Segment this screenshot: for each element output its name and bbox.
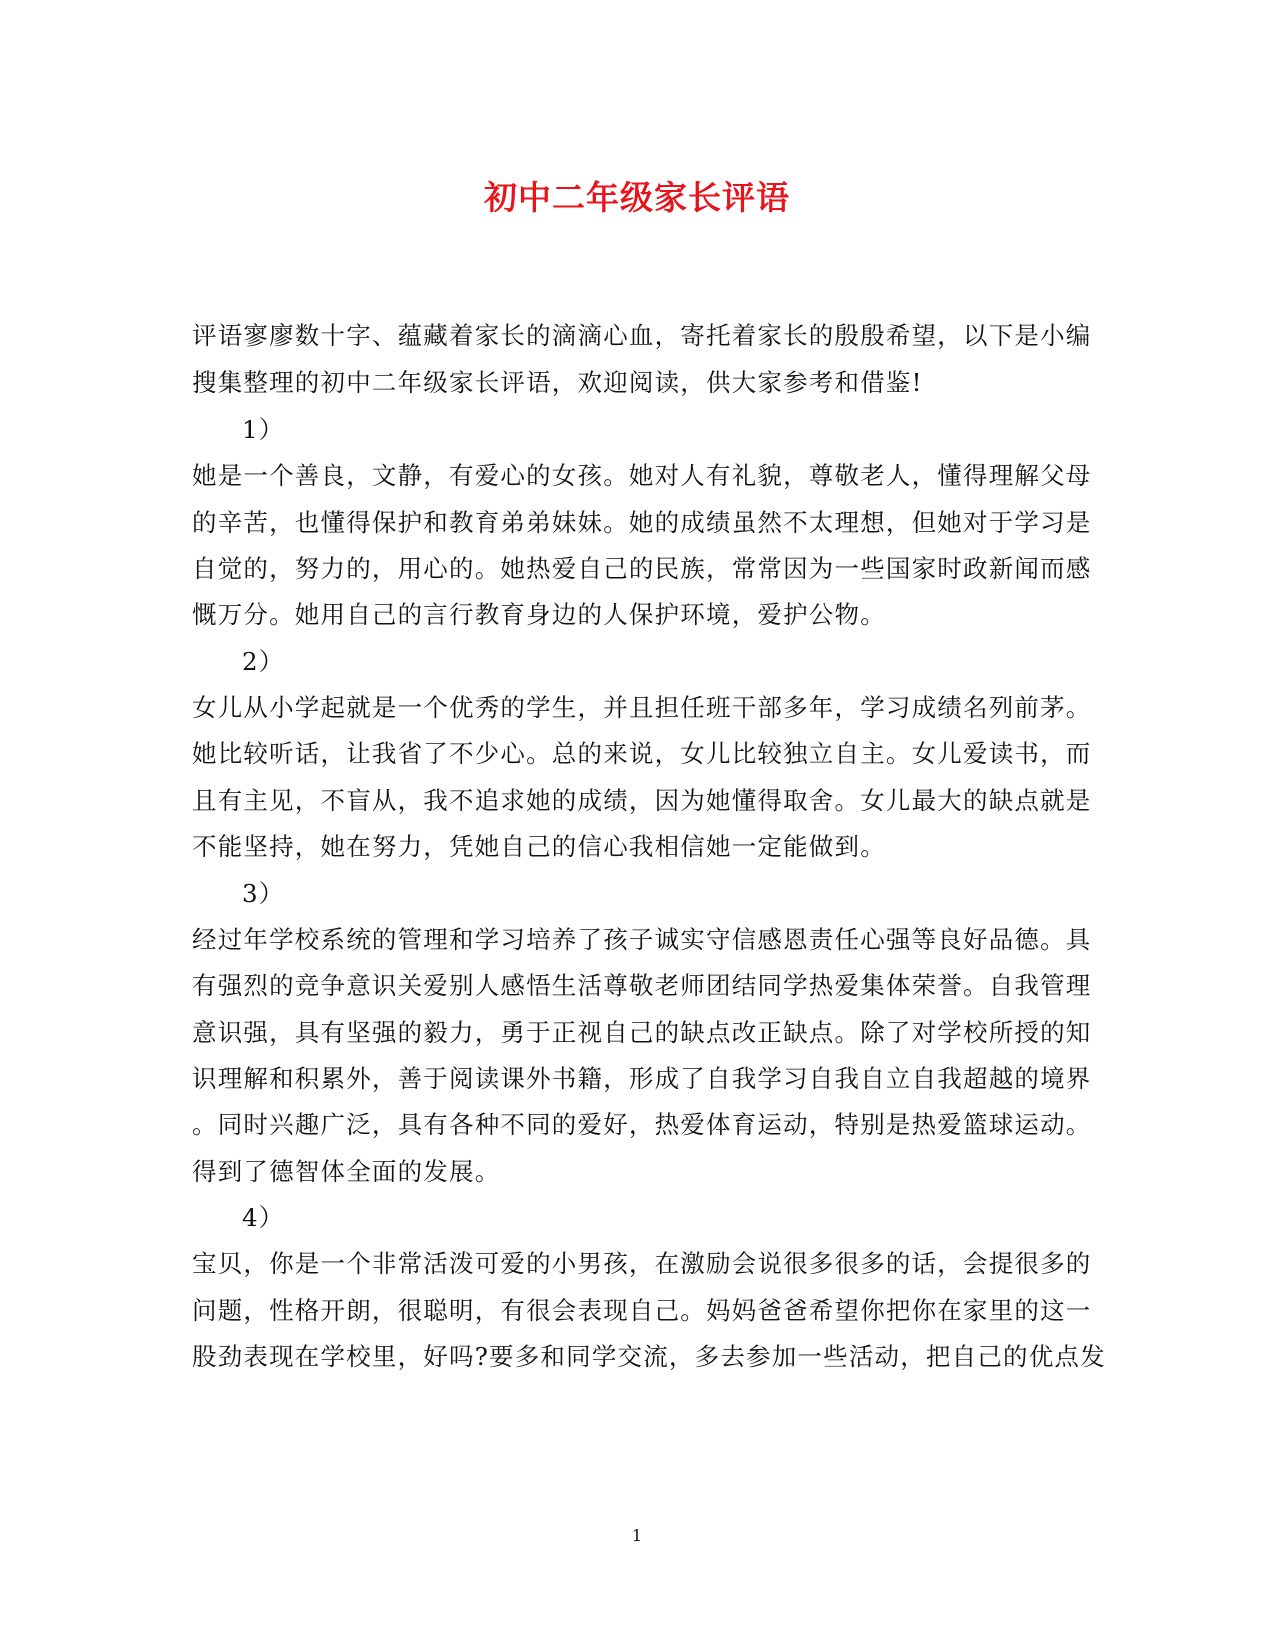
page-number: 1 xyxy=(631,1526,643,1545)
text-line: 评语寥廖数十字、蕴藏着家长的滴滴心血，寄托着家长的殷殷希望，以下是小编 xyxy=(192,321,1092,350)
item-number: 3） xyxy=(242,879,285,908)
text-line: 有强烈的竞争意识关爱别人感悟生活尊敬老师团结同学热爱集体荣誉。自我管理 xyxy=(192,971,1092,1000)
text-line: 识理解和积累外，善于阅读课外书籍，形成了自我学习自我自立自我超越的境界 xyxy=(192,1064,1092,1093)
text-line: 。同时兴趣广泛，具有各种不同的爱好，热爱体育运动，特别是热爱篮球运动。 xyxy=(192,1110,1092,1139)
text-line: 股劲表现在学校里，好吗?要多和同学交流，多去参加一些活动，把自己的优点发 xyxy=(192,1342,1106,1371)
text-line: 慨万分。她用自己的言行教育身边的人保护环境，爱护公物。 xyxy=(192,600,886,629)
item-number: 2） xyxy=(242,647,285,676)
text-line: 她是一个善良，文静，有爱心的女孩。她对人有礼貌，尊敬老人，懂得理解父母 xyxy=(192,461,1092,490)
text-line: 她比较听话，让我省了不少心。总的来说，女儿比较独立自主。女儿爱读书，而 xyxy=(192,739,1092,768)
item-number: 4） xyxy=(242,1203,285,1232)
text-line: 的辛苦，也懂得保护和教育弟弟妹妹。她的成绩虽然不太理想，但她对于学习是 xyxy=(192,508,1092,537)
text-line: 问题，性格开朗，很聪明，有很会表现自己。妈妈爸爸希望你把你在家里的这一 xyxy=(192,1296,1092,1325)
text-line: 经过年学校系统的管理和学习培养了孩子诚实守信感恩责任心强等良好品德。具 xyxy=(192,925,1092,954)
text-line: 女儿从小学起就是一个优秀的学生，并且担任班干部多年，学习成绩名列前茅。 xyxy=(192,693,1092,722)
text-line: 宝贝，你是一个非常活泼可爱的小男孩，在激励会说很多很多的话，会提很多的 xyxy=(192,1249,1092,1278)
text-line: 且有主见，不盲从，我不追求她的成绩，因为她懂得取舍。女儿最大的缺点就是 xyxy=(192,786,1092,815)
text-line: 不能坚持，她在努力，凭她自己的信心我相信她一定能做到。 xyxy=(192,832,886,861)
text-line: 搜集整理的初中二年级家长评语，欢迎阅读，供大家参考和借鉴! xyxy=(192,368,923,397)
document-title: 初中二年级家长评语 xyxy=(484,178,790,217)
item-number: 1） xyxy=(242,415,285,444)
text-line: 自觉的，努力的，用心的。她热爱自己的民族，常常因为一些国家时政新闻而感 xyxy=(192,554,1092,583)
text-line: 得到了德智体全面的发展。 xyxy=(192,1157,501,1186)
text-line: 意识强，具有坚强的毅力，勇于正视自己的缺点改正缺点。除了对学校所授的知 xyxy=(192,1018,1092,1047)
